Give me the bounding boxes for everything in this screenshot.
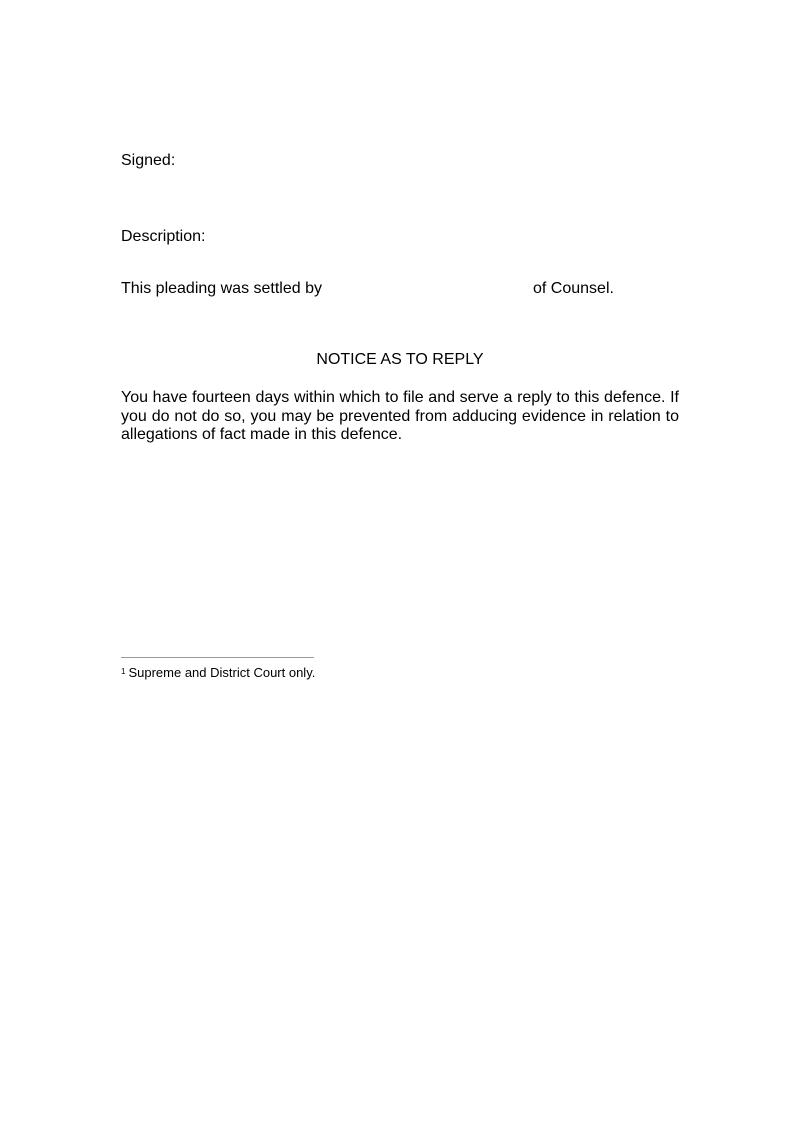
notice-paragraph: You have fourteen days within which to file and serve a reply to this defence. If you do not do so, you may be prevented from adducing evidence in relation to allegations of fact made in this defence. [121, 389, 679, 443]
settled-by-prefix: This pleading was settled by [121, 280, 322, 297]
footnote-text: Supreme and District Court only. [128, 665, 316, 680]
notice-heading: NOTICE AS TO REPLY [316, 351, 484, 368]
signed-label: Signed: [121, 152, 176, 169]
footnote [121, 665, 315, 681]
footnote-separator [121, 657, 314, 658]
footnote-marker: 1 [121, 667, 126, 676]
description-label: Description: [121, 228, 206, 245]
settled-by-suffix: of Counsel. [533, 280, 614, 297]
